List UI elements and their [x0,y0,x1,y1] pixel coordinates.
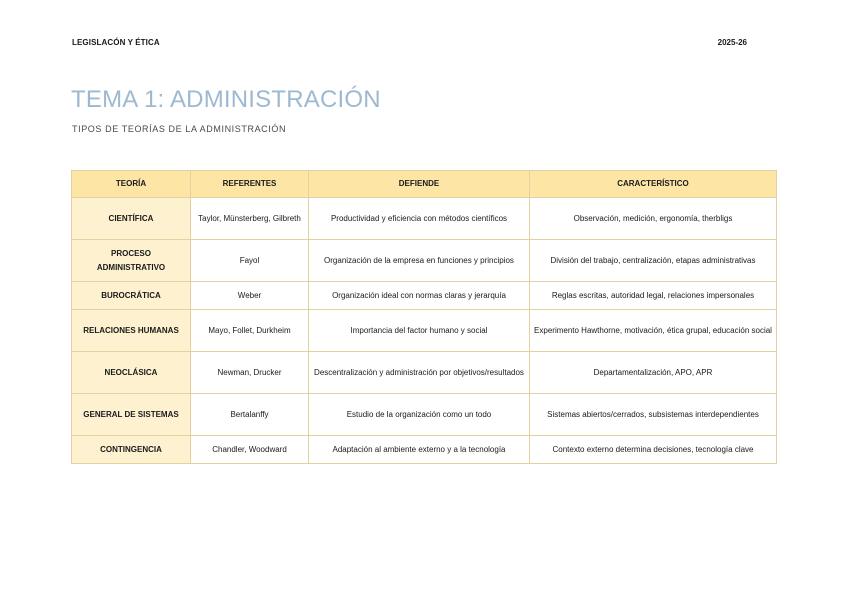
cell-teoria: NEOCLÁSICA [72,352,191,394]
cell-referentes: Weber [191,282,309,310]
column-header-caracteristico: CARACTERÍSTICO [530,171,777,198]
cell-teoria: BUROCRÁTICA [72,282,191,310]
cell-teoria: GENERAL DE SISTEMAS [72,394,191,436]
cell-defiende: Descentralización y administración por objetivos/resultados [309,352,530,394]
cell-referentes: Fayol [191,240,309,282]
cell-referentes: Bertalanffy [191,394,309,436]
cell-defiende: Organización de la empresa en funciones y principios [309,240,530,282]
cell-defiende: Adaptación al ambiente externo y a la tecnología [309,436,530,464]
cell-referentes: Newman, Drucker [191,352,309,394]
table-row [72,436,777,464]
cell-caracteristico: División del trabajo, centralización, etapas administrativas [530,240,777,282]
page-subtitle: TIPOS DE TEORÍAS DE LA ADMINISTRACIÓN [72,124,287,134]
theories-table [71,170,777,464]
table-row [72,240,777,282]
cell-referentes: Chandler, Woodward [191,436,309,464]
table-row [72,352,777,394]
table-row [72,310,777,352]
cell-defiende: Productividad y eficiencia con métodos científicos [309,198,530,240]
cell-caracteristico: Experimento Hawthorne, motivación, ética grupal, educación social [530,310,777,352]
column-header-referentes: REFERENTES [191,171,309,198]
cell-caracteristico: Reglas escritas, autoridad legal, relaciones impersonales [530,282,777,310]
cell-teoria: RELACIONES HUMANAS [72,310,191,352]
course-name: LEGISLACÓN Y ÉTICA [72,38,160,47]
cell-caracteristico: Sistemas abiertos/cerrados, subsistemas interdependientes [530,394,777,436]
cell-caracteristico: Contexto externo determina decisiones, tecnología clave [530,436,777,464]
table-row [72,394,777,436]
table-header-row [72,171,777,198]
table-row [72,282,777,310]
cell-caracteristico: Observación, medición, ergonomía, therbligs [530,198,777,240]
cell-teoria: CONTINGENCIA [72,436,191,464]
cell-teoria: CIENTÍFICA [72,198,191,240]
column-header-defiende: DEFIENDE [309,171,530,198]
academic-year: 2025-26 [717,38,747,47]
cell-defiende: Estudio de la organización como un todo [309,394,530,436]
table-row [72,198,777,240]
column-header-teoria: TEORÍA [72,171,191,198]
cell-referentes: Mayo, Follet, Durkheim [191,310,309,352]
cell-defiende: Importancia del factor humano y social [309,310,530,352]
cell-defiende: Organización ideal con normas claras y jerarquía [309,282,530,310]
cell-caracteristico: Departamentalización, APO, APR [530,352,777,394]
cell-referentes: Taylor, Münsterberg, Gilbreth [191,198,309,240]
page-title: TEMA 1: ADMINISTRACIÓN [71,86,381,113]
cell-teoria: PROCESO ADMINISTRATIVO [72,240,191,282]
